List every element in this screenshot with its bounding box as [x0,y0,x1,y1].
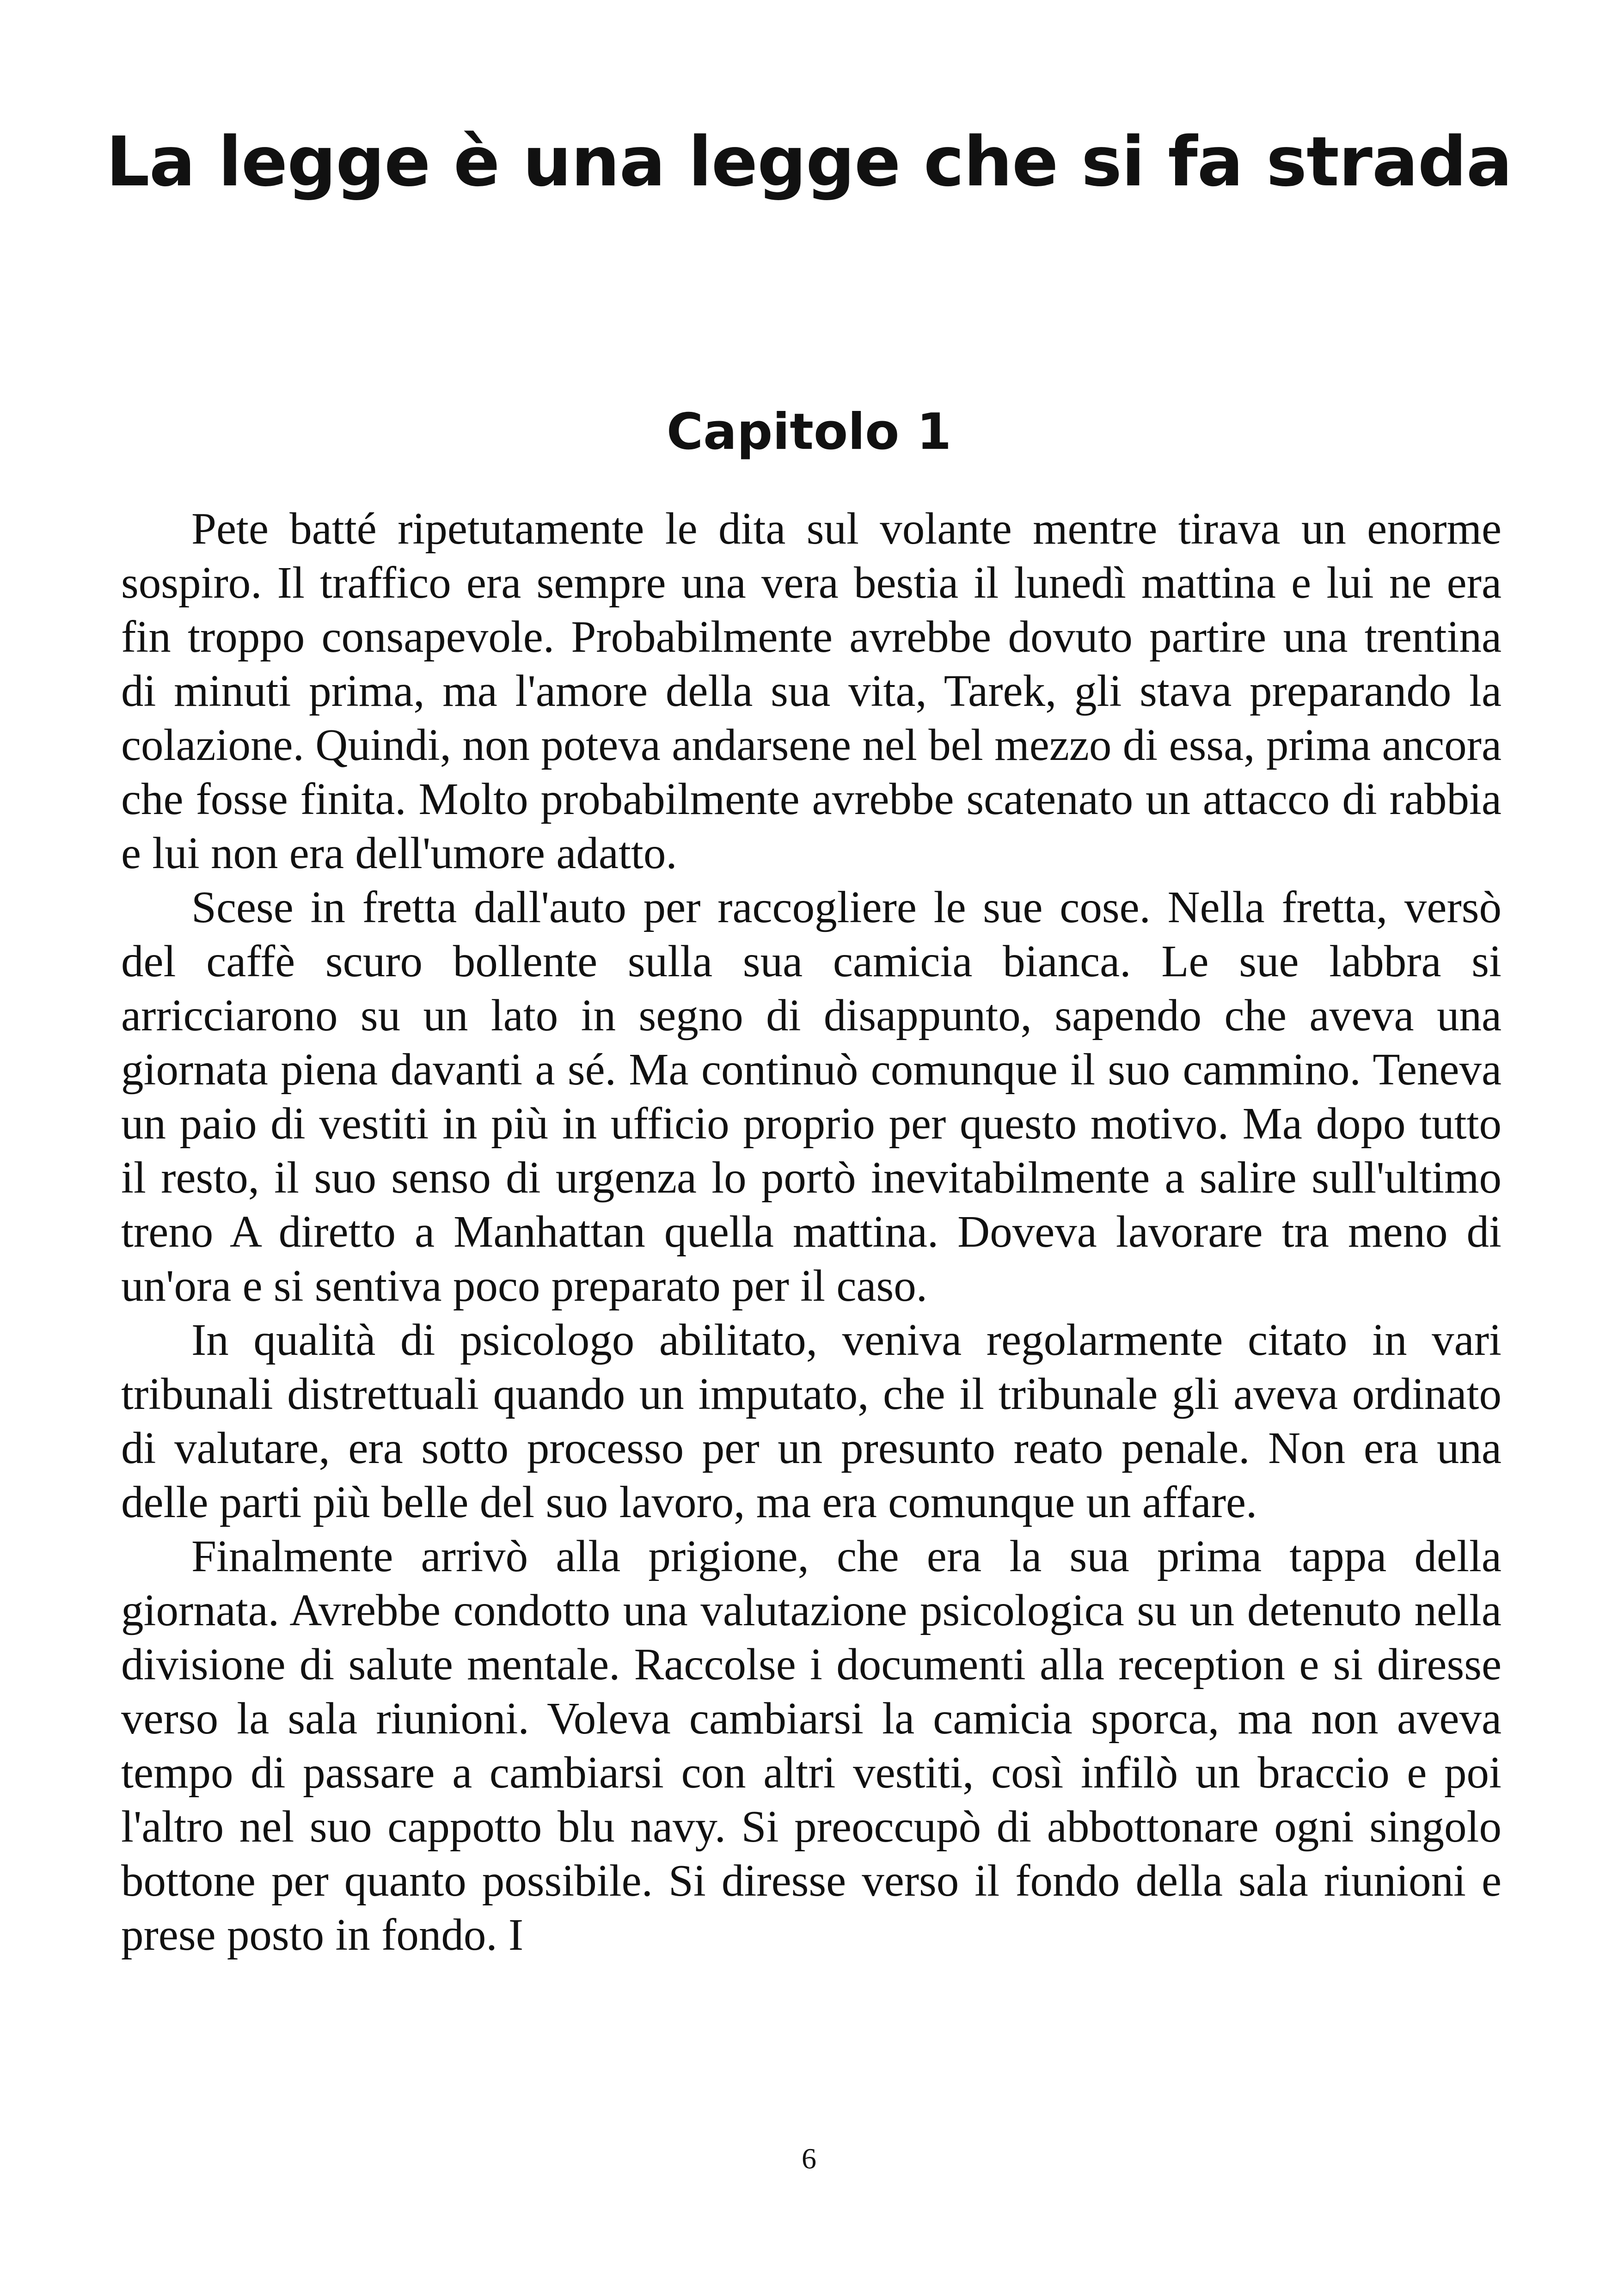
paragraph-3: In qualità di psicologo abilitato, veniva regolarmente citato in vari tribunali distrettuali quando un imputato, che il tribunale gli aveva ordinato di valutare, era sotto processo per un presunto reato penale. Non era una delle parti più belle del suo lavoro, ma era comunque un affare. [121,1315,1502,1527]
paragraph-2: Scese in fretta dall'auto per raccogliere le sue cose. Nella fretta, versò del caffè scuro bollente sulla sua camicia bianca. Le sue labbra si arricciarono su un lato in segno di disappunto, sapendo che aveva una giornata piena davanti a sé. Ma continuò comunque il suo cammino. Teneva un paio di vestiti in più in ufficio proprio per questo motivo. Ma dopo tutto il resto, il suo senso di urgenza lo portò inevitabilmente a salire sull'ultimo treno A diretto a Manhattan quella mattina. Doveva lavorare tra meno di un'ora e si sentiva poco preparato per il caso. [121,882,1502,1310]
paragraph-1: Pete batté ripetutamente le dita sul volante mentre tirava un enorme sospiro. Il traffico era sempre una vera bestia il lunedì mattina e lui ne era fin troppo consapevole. Probabilmente avrebbe dovuto partire una trentina di minuti prima, ma l'amore della sua vita, Tarek, gli stava preparando la colazione. Quindi, non poteva andarsene nel bel mezzo di essa, prima ancora che fosse finita. Molto probabilmente avrebbe scatenato un attacco di rabbia e lui non era dell'umore adatto. [121,504,1502,878]
book-title: La legge è una legge che si fa strada [106,122,1512,202]
chapter-title: Capitolo 1 [666,403,952,461]
page-number: 6 [802,2142,816,2175]
paragraph-4: Finalmente arrivò alla prigione, che era la sua prima tappa della giornata. Avrebbe condotto una valutazione psicologica su un detenuto nella divisione di salute mentale. Raccolse i documenti alla reception e si diresse verso la sala riunioni. Voleva cambiarsi la camicia sporca, ma non aveva tempo di passare a cambiarsi con altri vestiti, così infilò un braccio e poi l'altro nel suo cappotto blu navy. Si preoccupò di abbottonare ogni singolo bottone per quanto possibile. Si diresse verso il fondo della sala riunioni e prese posto in fondo. I [121,1531,1502,1959]
chapter-body [121,502,1502,1962]
